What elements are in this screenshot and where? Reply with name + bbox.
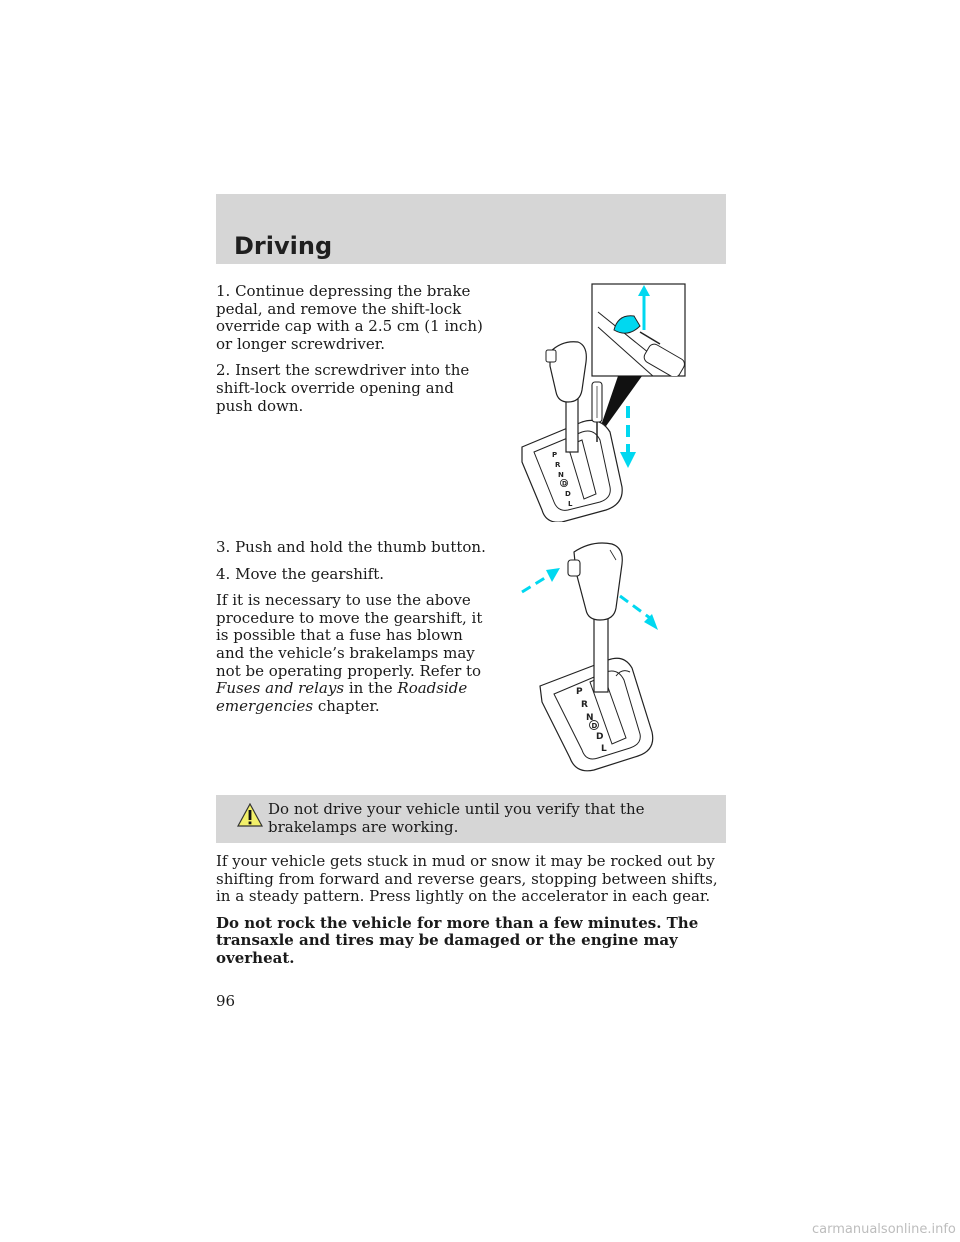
gear-letter-l: L	[568, 500, 573, 508]
gear-letter-r: R	[555, 461, 561, 469]
rocking-caution-paragraph: Do not rock the vehicle for more than a few minutes. The transaxle and tires may be damaged or the engine may overheat.	[216, 913, 699, 967]
warning-box	[216, 795, 726, 843]
warning-triangle-icon	[237, 803, 263, 827]
fuse-note-ref-fuses: Fuses and relays	[216, 679, 345, 698]
steps-block-1	[216, 283, 488, 424]
steps-block-2	[216, 539, 488, 724]
gear-letter-p: P	[576, 687, 583, 697]
section-header	[216, 194, 726, 264]
thumb-button-figure	[512, 536, 692, 772]
gear-letter-n: N	[558, 471, 564, 479]
fuse-note-ref-roadside: Roadside emergencies	[216, 679, 468, 715]
page-number: 96	[216, 992, 236, 1010]
warning-text: Do not drive your vehicle until you verify that the brakelamps are working.	[268, 800, 645, 836]
gear-letter-n: N	[586, 713, 594, 723]
fuse-note-text-2: in the	[348, 679, 393, 698]
step-4-text: 4. Move the gearshift.	[216, 564, 385, 583]
shift-lock-override-figure	[510, 282, 700, 522]
fuse-note	[216, 592, 488, 715]
fuse-note-text-3: chapter.	[317, 696, 380, 715]
thumb-button-illustration	[512, 536, 692, 772]
gear-letter-overdrive: D	[591, 722, 598, 730]
shift-lock-override-illustration	[510, 282, 700, 522]
step-2-text: 2. Insert the screwdriver into the shift-lock override opening and push down.	[216, 361, 470, 415]
section-title: Driving	[234, 232, 333, 260]
step-1-text: 1. Continue depressing the brake pedal, and remove the shift-lock override cap with a 2.5 cm (1 inch) or longer screwdriver.	[216, 282, 483, 353]
step-3-text: 3. Push and hold the thumb button.	[216, 538, 486, 556]
watermark: carmanualsonline.info	[812, 1222, 956, 1237]
fuse-note-text-1: If it is necessary to use the above procedure to move the gearshift, it is possible that a fuse has blown and the vehicle’s brakelamps may not be operating properly. Refer to	[216, 591, 483, 680]
rocking-paragraph: If your vehicle gets stuck in mud or snow it may be rocked out by shifting from forward and reverse gears, stopping between shifts, in a steady pattern. Press lightly on the accelerator in each gear.	[216, 852, 718, 906]
gear-letter-p: P	[552, 451, 558, 459]
gear-letter-r: R	[581, 700, 588, 710]
gear-letter-d: D	[565, 490, 571, 498]
gear-letter-overdrive: D	[562, 480, 567, 488]
body-text	[216, 853, 736, 977]
gear-letter-d: D	[596, 732, 604, 742]
gear-letter-l: L	[601, 744, 607, 754]
